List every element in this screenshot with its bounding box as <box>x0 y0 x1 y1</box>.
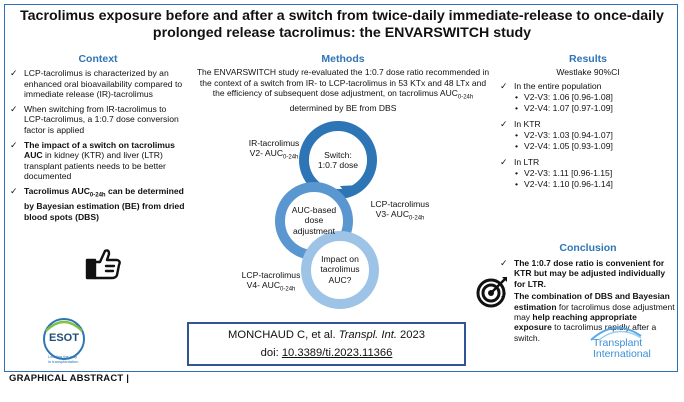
bold-text: help reaching appropriate exposure <box>514 312 637 333</box>
context-item-text: LCP-tacrolimus is characterized by an enhanced oral bioavailability compared to immediate release (IR)-tacrolimus <box>24 68 183 100</box>
group-label: In LTR <box>514 157 540 167</box>
footer-label: GRAPHICAL ABSTRACT | <box>9 373 130 384</box>
adjustment-label <box>286 205 342 236</box>
text: to tacrolimus rapidly after a switch. <box>514 322 657 343</box>
citation-authors: MONCHAUD C, et al. <box>228 329 339 341</box>
group-label: In the entire population <box>514 81 602 91</box>
results-group <box>500 157 676 168</box>
v4-label <box>233 270 309 296</box>
list-item: • V2-V3: 1.06 [0.96-1.08] <box>524 92 676 103</box>
list-item: • V2-V4: 1.07 [0.97-1.09] <box>524 103 676 114</box>
citation-box <box>187 322 466 366</box>
results-list <box>524 168 676 190</box>
text: tacrolimus <box>320 264 360 275</box>
check-icon: ✓ <box>500 291 508 302</box>
switch-label <box>310 150 366 171</box>
check-icon: ✓ <box>10 185 18 196</box>
esot-name: ESOT <box>49 332 79 344</box>
text: in kidney (KTR) and liver (LTR) transplant patients needs to be better documented <box>24 150 166 182</box>
group-label: In KTR <box>514 119 541 129</box>
list-item <box>500 258 676 289</box>
results-heading: Results <box>569 53 607 65</box>
bold-text: The combination of DBS and Bayesian estimation <box>514 291 670 312</box>
v3-label <box>360 199 440 225</box>
text: The ENVARSWITCH study re-evaluated the 1:0.7 dose ratio recommended in the context of a switch from IR- to LCP-tacrolimus in 53 KTx and 48 LTx and the efficiency of subsequent dose adjustment, on tacrolimus AUC <box>196 67 490 99</box>
logo-text: International <box>593 348 651 360</box>
bold-text: Tacrolimus AUC <box>24 185 90 196</box>
subscript: 0-24h <box>283 155 299 162</box>
text: 1:0.7 dose <box>317 160 359 171</box>
transplant-international-logo <box>583 322 663 366</box>
check-icon: ✓ <box>10 68 18 78</box>
subscript: 0-24h <box>457 94 474 101</box>
bold-text: The impact of a switch on tacrolimus AUC <box>24 139 175 161</box>
citation-journal: Transpl. Int. <box>338 329 397 341</box>
bold-text: The 1:0.7 dose ratio is convenient for KTR but may be adjusted individually for LTR. <box>514 258 666 289</box>
results-group <box>500 81 676 92</box>
esot-tagline: Leading the way <box>48 354 78 359</box>
text: LCP-tacrolimus <box>241 270 301 280</box>
check-icon: ✓ <box>500 81 508 91</box>
list-item: • V2-V4: 1.05 [0.93-1.09] <box>524 141 676 152</box>
text: LCP-tacrolimus <box>370 199 430 209</box>
check-icon: ✓ <box>10 139 18 150</box>
citation-year: 2023 <box>396 329 425 341</box>
text: V3- AUC <box>375 209 410 220</box>
text: determined by BE from DBS <box>289 103 397 114</box>
context-heading: Context <box>78 53 118 65</box>
methods-heading: Methods <box>321 53 365 65</box>
subscript: 0-24h <box>280 287 296 294</box>
title-line-1: Tacrolimus exposure before and after a switch from twice-daily immediate-release to once-daily <box>20 8 664 24</box>
check-icon: ✓ <box>500 119 508 129</box>
text: AUC? <box>328 274 352 285</box>
list-item: • V2-V3: 1.03 [0.94-1.07] <box>524 130 676 141</box>
text: AUC-based <box>291 205 337 215</box>
list-item: • V2-V4: 1.10 [0.96-1.14] <box>524 179 676 190</box>
text: for tacrolimus dose adjustment may <box>514 301 675 323</box>
check-icon: ✓ <box>500 258 508 268</box>
doi-line <box>189 344 464 362</box>
results-method: Westlake 90%CI <box>556 67 620 77</box>
context-item-text: When switching from IR-tacrolimus to LCP-tacrolimus, a 1:0.7 dose conversion factor is applied <box>24 103 179 135</box>
citation-line <box>189 326 464 344</box>
check-icon: ✓ <box>10 103 18 114</box>
v2-label <box>239 138 309 164</box>
results-list <box>524 130 676 152</box>
esot-logo <box>38 315 98 367</box>
list-item: • V2-V3: 1.11 [0.96-1.15] <box>524 168 676 179</box>
check-icon: ✓ <box>500 157 508 167</box>
logo-text: Transplant <box>593 337 643 349</box>
text: V2- AUC <box>249 148 284 159</box>
results-list <box>524 92 676 114</box>
bold-text: can be determined by Bayesian estimation (BE) from dried blood spots (DBS) <box>24 185 185 222</box>
results-panel <box>500 67 676 195</box>
text: Switch: <box>324 150 352 160</box>
conclusion-heading: Conclusion <box>559 242 617 254</box>
text: IR-tacrolimus <box>248 138 300 148</box>
subscript: 0-24h <box>89 192 106 199</box>
results-group <box>500 119 676 130</box>
text: Impact on <box>321 254 359 264</box>
esot-tagline: in transplantation <box>48 358 79 364</box>
target-icon <box>476 274 510 308</box>
doi-link[interactable]: 10.3389/ti.2023.11366 <box>281 347 393 359</box>
text: adjustment <box>292 225 336 236</box>
text: dose <box>304 215 324 226</box>
doi-label: doi: <box>260 347 282 359</box>
impact-label <box>310 254 370 285</box>
subscript: 0-24h <box>409 216 425 223</box>
text: V4- AUC <box>246 280 281 291</box>
title-line-2: prolonged release tacrolimus: the ENVARSWITCH study <box>152 25 532 41</box>
